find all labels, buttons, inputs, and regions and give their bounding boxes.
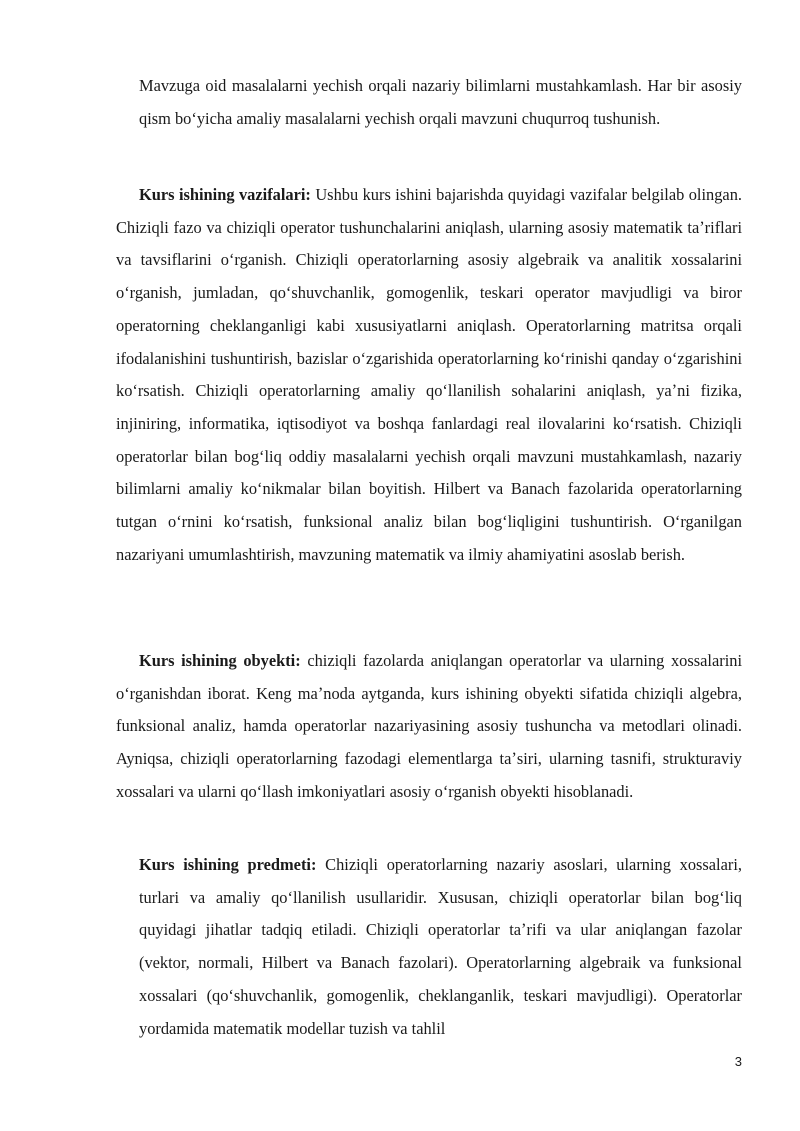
paragraph-text: Chiziqli operatorlarning nazariy asoslari, ularning xossalari, turlari va amaliy qoʻllanilish usullaridir. Xususan, chiziqli operatorlar bilan bogʻliq quyidagi jihatlar tadqiq etiladi. Chiziqli operatorlar taʼrifi va ular aniqlangan fazolar (vektor, normali, Hilbert va Banach fazolari). Operatorlarning algebraik va funksional xossalari (qoʻshuvchanlik, gomogenlik, cheklanganlik, teskari mavjudligi). Operatorlar yordamida matematik modellar tuzish va tahlil: [139, 855, 742, 1038]
paragraph-tasks: [116, 179, 742, 571]
paragraph-heading: Kurs ishining predmeti:: [139, 855, 317, 874]
page-number: 3: [734, 1054, 742, 1069]
paragraph-goal-continuation: [139, 70, 742, 135]
paragraph-text: chiziqli fazolarda aniqlangan operatorlar va ularning xossalarini oʻrganishdan iborat. Keng maʼnoda aytganda, kurs ishining obyekti sifatida chiziqli algebra, funksional analiz, hamda operatorlar nazariyasining asosiy tushuncha va metodlari olinadi. Ayniqsa, chiziqli operatorlarning fazodagi elementlarga taʼsiri, ularning tasnifi, strukturaviy xossalari va ularni qoʻllash imkoniyatlari asosiy oʻrganish obyekti hisoblanadi.: [116, 651, 742, 801]
paragraph-object: [116, 645, 742, 809]
paragraph-heading: Kurs ishining vazifalari:: [139, 185, 311, 204]
paragraph-text: Ushbu kurs ishini bajarishda quyidagi vazifalar belgilab olingan. Chiziqli fazo va chiziqli operator tushunchalarini aniqlash, ularning asosiy matematik taʼriflari va tavsiflarini oʻrganish. Chiziqli operatorlarning asosiy algebraik va analitik xossalarini oʻrganish, jumladan, qoʻshuvchanlik, gomogenlik, teskari operator mavjudligi va biror operatorning cheklanganligi kabi xususiyatlarni aniqlash. Operatorlarning matritsa orqali ifodalanishini tushuntirish, bazislar oʻzgarishida operatorlarning koʻrinishi qanday oʻzgarishini koʻrsatish. Chiziqli operatorlarning amaliy qoʻllanilish sohalarini aniqlash, yaʼni fizika, injiniring, informatika, iqtisodiyot va boshqa fanlardagi real ilovalarini koʻrsatish. Chiziqli operatorlar bilan bogʻliq oddiy masalalarni yechish orqali mavzuni mustahkamlash, nazariy bilimlarni amaliy koʻnikmalar bilan boyitish. Hilbert va Banach fazolarida operatorlarning tutgan oʻrnini koʻrsatish, funksional analiz bilan bogʻliqligini tushuntirish. Oʻrganilgan nazariyani umumlashtirish, mavzuning matematik va ilmiy ahamiyatini asoslab berish.: [116, 185, 742, 564]
paragraph-text: Mavzuga oid masalalarni yechish orqali nazariy bilimlarni mustahkamlash. Har bir asosiy qism boʻyicha amaliy masalalarni yechish orqali mavzuni chuqurroq tushunish.: [139, 76, 742, 128]
paragraph-heading: Kurs ishining obyekti:: [139, 651, 301, 670]
paragraph-subject: [139, 849, 742, 1045]
